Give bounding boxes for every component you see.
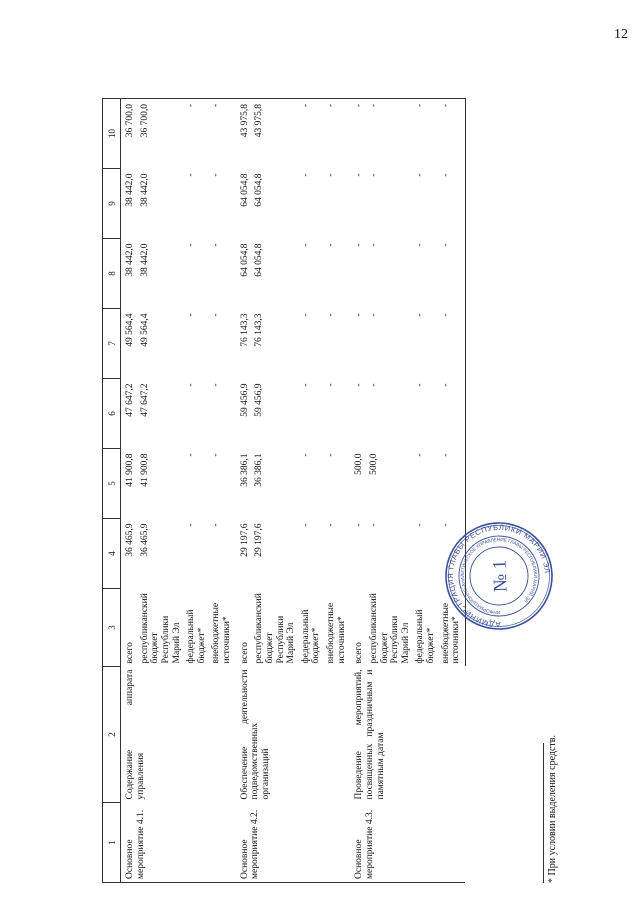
value-cell: - [326,243,336,247]
value-cell: 29 197,6 [254,523,265,557]
funding-source: федеральный бюджет* [300,609,322,664]
value-cell: 49 564,4 [125,313,135,347]
value-cell: - [211,383,222,387]
funding-source: федеральный бюджет* [186,609,207,664]
value-cell: - [211,313,222,317]
value-cell: - [300,243,311,247]
value-cell: - [440,169,466,239]
value-cell: 64 054,8 [254,173,265,207]
value-cell: - [186,383,197,387]
value-cell: 36 700,0 [139,99,186,169]
value-cell: 500,0 [368,453,379,475]
value-cell: - [354,523,365,527]
table-body [121,99,466,883]
event-name: Обеспечение деятельности подведомственных организаций [239,669,271,800]
funding-source: внебюджетные источники* [326,602,347,664]
value-cell: - [368,243,379,247]
value-cell: - [440,99,466,169]
stamp-outer-text: АДМИНИСТРАЦИЯ ГЛАВЫ РЕСПУБЛИКИ МАРИЙ ЭЛ [445,522,552,630]
value-cell: - [300,453,311,457]
value-cell: 41 900,8 [139,453,150,487]
column-header: 8 [103,239,121,309]
value-cell: 29 197,6 [239,523,250,557]
value-cell: - [415,453,426,457]
funding-source: республиканский бюджет Республики Марий Эл [254,593,297,664]
funding-source: всего [239,642,250,664]
value-cell: - [300,383,311,387]
value-cell: - [368,523,379,527]
value-cell: - [186,453,197,457]
value-cell: 47 647,2 [139,383,150,417]
value-cell: - [186,313,197,317]
table-row [121,99,139,883]
column-header: 9 [103,169,121,239]
column-header: 10 [103,99,121,169]
value-cell: 41 900,8 [125,453,135,487]
value-cell: - [300,313,311,317]
official-stamp [443,520,555,632]
value-cell: 36 386,1 [239,453,250,487]
value-cell: 38 442,0 [139,243,150,277]
value-cell: 64 054,8 [239,173,250,207]
funding-source: республиканский бюджет Республики Марий Эл [139,593,182,664]
column-header: 4 [103,519,121,589]
value-cell: - [211,453,222,457]
value-cell: 43 975,8 [253,99,300,169]
header-row [103,99,121,883]
table-row [236,99,254,883]
value-cell: 76 143,3 [239,313,250,347]
column-header: 7 [103,309,121,379]
column-header: 6 [103,379,121,449]
value-cell: - [415,173,426,177]
value-cell: - [326,453,336,457]
value-cell: - [211,243,222,247]
funding-source: всего [354,642,365,664]
value-cell: - [440,519,466,589]
value-cell: - [326,523,336,527]
column-header: 5 [103,449,121,519]
event-code: Основное мероприятие 4.1. [121,803,236,883]
value-cell: - [415,243,426,247]
page-number: 12 [614,27,628,42]
value-cell: - [186,173,197,177]
value-cell: - [440,379,466,449]
value-cell: 59 456,9 [239,383,250,417]
value-cell: - [368,99,415,169]
funding-source: всего [125,642,135,664]
value-cell: - [350,99,368,169]
value-cell: - [326,383,336,387]
value-cell: 43 975,8 [236,99,254,169]
funding-source: федеральный бюджет* [415,609,436,664]
value-cell: 36 386,1 [254,453,265,487]
value-cell: 36 700,0 [121,99,139,169]
event-code: Основное мероприятие 4.3. [350,803,465,883]
value-cell: - [368,313,379,317]
value-cell: - [440,239,466,309]
value-cell: 49 564,4 [139,313,150,347]
value-cell: - [354,173,365,177]
column-header: 3 [103,589,121,667]
value-cell: - [300,173,311,177]
value-cell: - [326,313,336,317]
funding-source: внебюджетные источники* [211,602,232,664]
footnote: * При условии выделения средств. [547,735,558,883]
footnote-separator [543,743,544,883]
value-cell: - [440,449,466,519]
value-cell: - [368,383,379,387]
column-header: 2 [103,667,121,803]
event-name: Содержание аппарата управления [125,669,146,800]
value-cell: - [415,523,426,527]
value-cell: - [354,383,365,387]
value-cell: 76 143,3 [254,313,265,347]
value-cell: - [354,243,365,247]
value-cell: 64 054,8 [254,243,265,277]
funding-source: внебюджетные источники* [440,589,466,667]
value-cell: - [210,99,235,169]
value-cell: 36 465,9 [139,523,150,557]
value-cell: 38 442,0 [139,173,150,207]
value-cell: - [326,173,336,177]
value-cell: 64 054,8 [239,243,250,277]
value-cell: - [211,173,222,177]
value-cell: 500,0 [354,453,365,475]
value-cell: - [415,383,426,387]
stamp-number: № 1 [489,559,512,593]
value-cell: - [414,99,439,169]
value-cell: 38 442,0 [125,243,135,277]
value-cell: 38 442,0 [125,173,135,207]
value-cell: 59 456,9 [254,383,265,417]
event-code: Основное мероприятие 4.2. [236,803,351,883]
stamp-inner-text: ИНФОРМАЦИОННО-АНАЛИТИЧЕСКОЕ УПРАВЛЕНИЕ ГЛАВЫ РЕСПУБЛИКИ МАРИЙ ЭЛ [459,536,539,616]
budget-table [102,98,466,883]
funding-source: республиканский бюджет Республики Марий Эл [368,593,411,664]
value-cell: - [186,523,197,527]
value-cell: - [415,313,426,317]
value-cell: - [354,313,365,317]
value-cell: - [211,523,222,527]
value-cell: - [300,99,325,169]
value-cell: - [186,243,197,247]
value-cell: - [325,99,350,169]
column-header: 1 [103,803,121,883]
value-cell: - [440,309,466,379]
value-cell: - [368,173,379,177]
event-name: Проведение мероприятий, посвященных праздничным и памятным датам [354,669,386,800]
value-cell: 47 647,2 [125,383,135,417]
value-cell: 36 465,9 [125,523,135,557]
value-cell: - [300,523,311,527]
table-row [350,99,368,883]
value-cell: - [185,99,210,169]
